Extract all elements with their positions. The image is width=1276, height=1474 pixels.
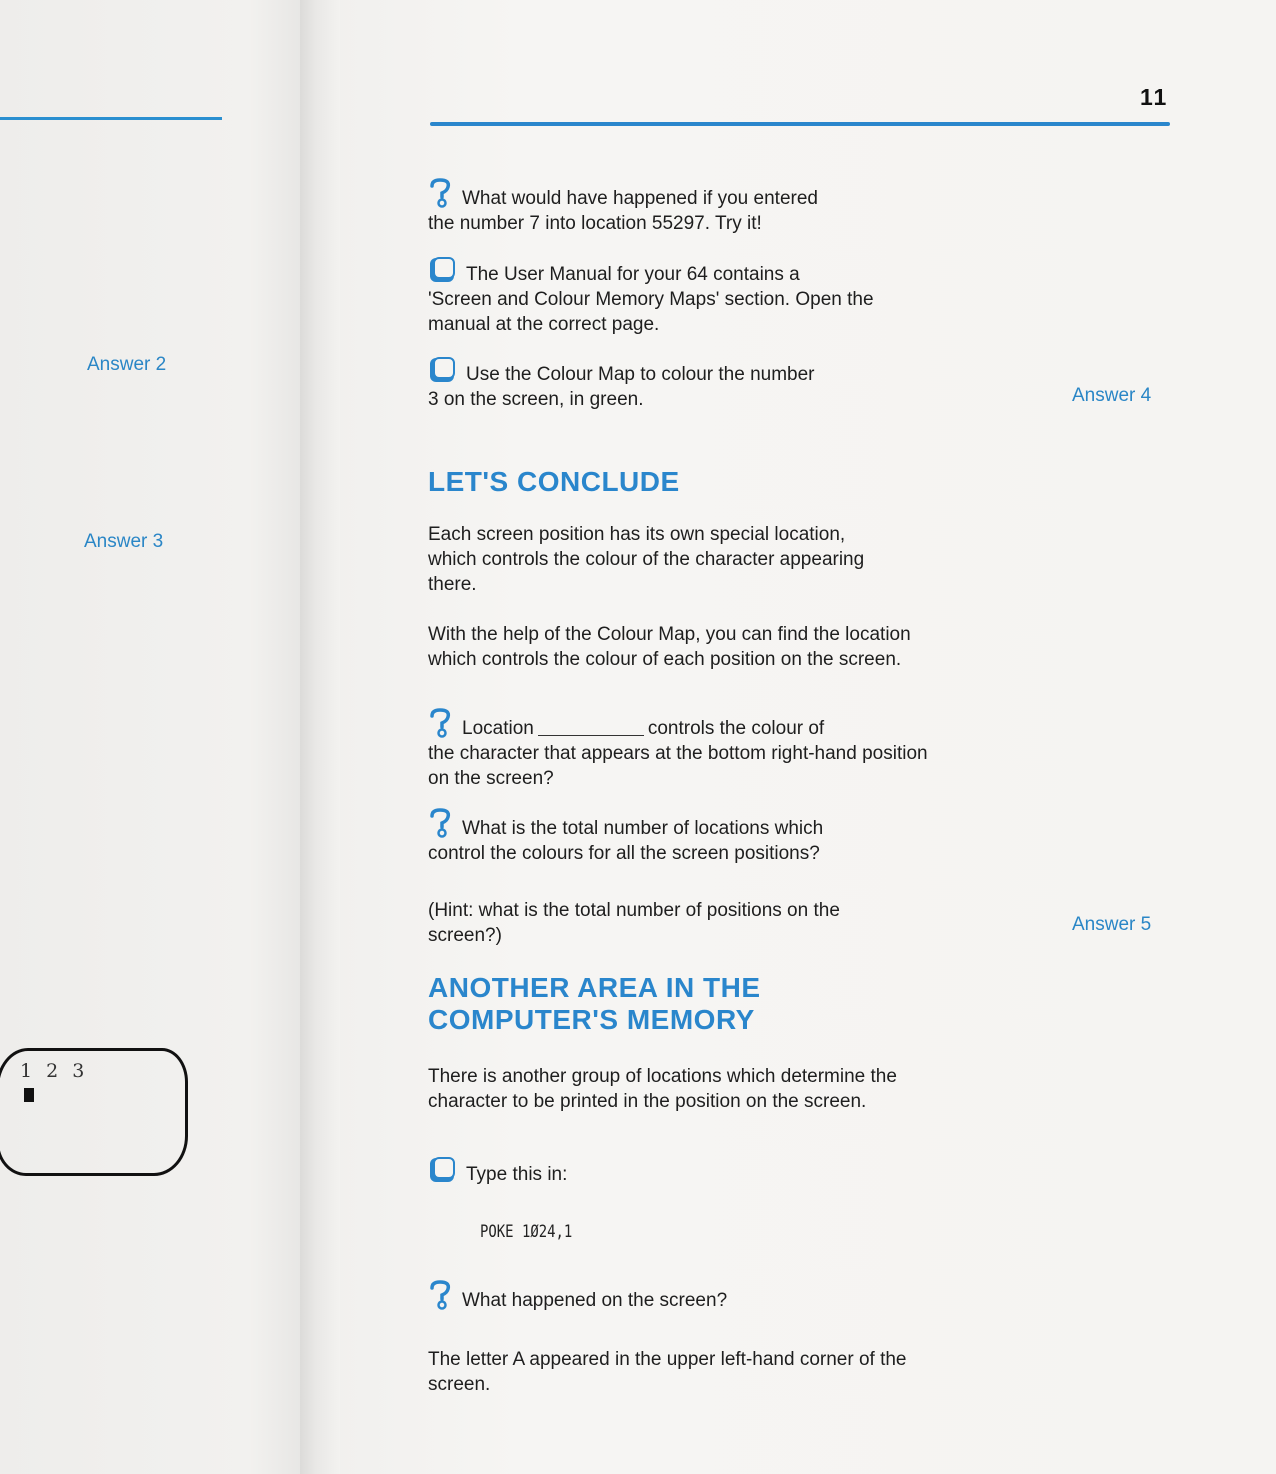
question-text: What is the total number of locations which xyxy=(462,818,824,839)
question-mark-icon xyxy=(428,808,454,838)
task-text: The User Manual for your 64 contains a xyxy=(466,264,800,285)
checkbox-icon[interactable] xyxy=(428,356,456,384)
question-mark-icon xyxy=(428,1280,454,1310)
task-text: Use the Colour Map to colour the number xyxy=(466,364,815,385)
paragraph: With the help of the Colour Map, you can find the location which controls the colour of each position on the screen. xyxy=(428,624,911,670)
checkbox-icon[interactable] xyxy=(428,256,456,284)
section-heading-line: ANOTHER AREA IN THE xyxy=(428,972,761,1003)
question-text-continued: control the colours for all the screen positions? xyxy=(428,843,820,864)
page-number: 11 xyxy=(1140,84,1169,110)
code-snippet: POKE 1Ø24,1 xyxy=(480,1222,573,1242)
question-text-continued: the number 7 into location 55297. Try it! xyxy=(428,213,762,234)
paragraph: Each screen position has its own special location, which controls the colour of the character appearing there. xyxy=(428,524,865,595)
task-text-continued: 'Screen and Colour Memory Maps' section. Open the manual at the correct page. xyxy=(428,289,874,335)
question-block xyxy=(428,178,948,236)
paragraph: The letter A appeared in the upper left-hand corner of the screen. xyxy=(428,1349,907,1395)
question-block xyxy=(428,1280,948,1313)
task-block xyxy=(428,1156,948,1187)
task-text-continued: 3 on the screen, in green. xyxy=(428,389,644,410)
section-heading xyxy=(428,972,761,1036)
question-text: Location xyxy=(462,718,534,739)
hint-text: (Hint: what is the total number of positions on the screen?) xyxy=(428,900,840,946)
section-heading-line: COMPUTER'S MEMORY xyxy=(428,1004,755,1035)
left-page xyxy=(0,0,312,1474)
section-heading: LET'S CONCLUDE xyxy=(428,466,680,497)
cursor-block-icon xyxy=(24,1088,34,1102)
task-block xyxy=(428,356,928,412)
question-text: What would have happened if you entered xyxy=(462,188,818,209)
left-page-header-rule xyxy=(0,117,222,120)
question-mark-icon xyxy=(428,708,454,738)
answer-label: Answer 2 xyxy=(87,354,167,375)
question-text-continued: the character that appears at the bottom right-hand position on the screen? xyxy=(428,743,928,789)
question-text: controls the colour of xyxy=(647,718,825,739)
header-rule xyxy=(430,122,1170,126)
question-block xyxy=(428,808,938,866)
task-block xyxy=(428,256,908,337)
question-text: What happened on the screen? xyxy=(462,1290,728,1311)
fill-in-blank[interactable] xyxy=(538,718,644,736)
page-gutter xyxy=(300,0,340,1474)
question-block xyxy=(428,708,928,791)
question-mark-icon xyxy=(428,178,454,208)
paragraph: There is another group of locations which determine the character to be printed in the position on the screen. xyxy=(428,1066,897,1112)
task-text: Type this in: xyxy=(466,1164,568,1185)
answer-label: Answer 5 xyxy=(1072,914,1152,935)
tv-screen-text: 1 2 3 xyxy=(20,1060,89,1082)
answer-label: Answer 4 xyxy=(1072,385,1152,406)
checkbox-icon[interactable] xyxy=(428,1156,456,1184)
answer-label: Answer 3 xyxy=(84,531,164,552)
